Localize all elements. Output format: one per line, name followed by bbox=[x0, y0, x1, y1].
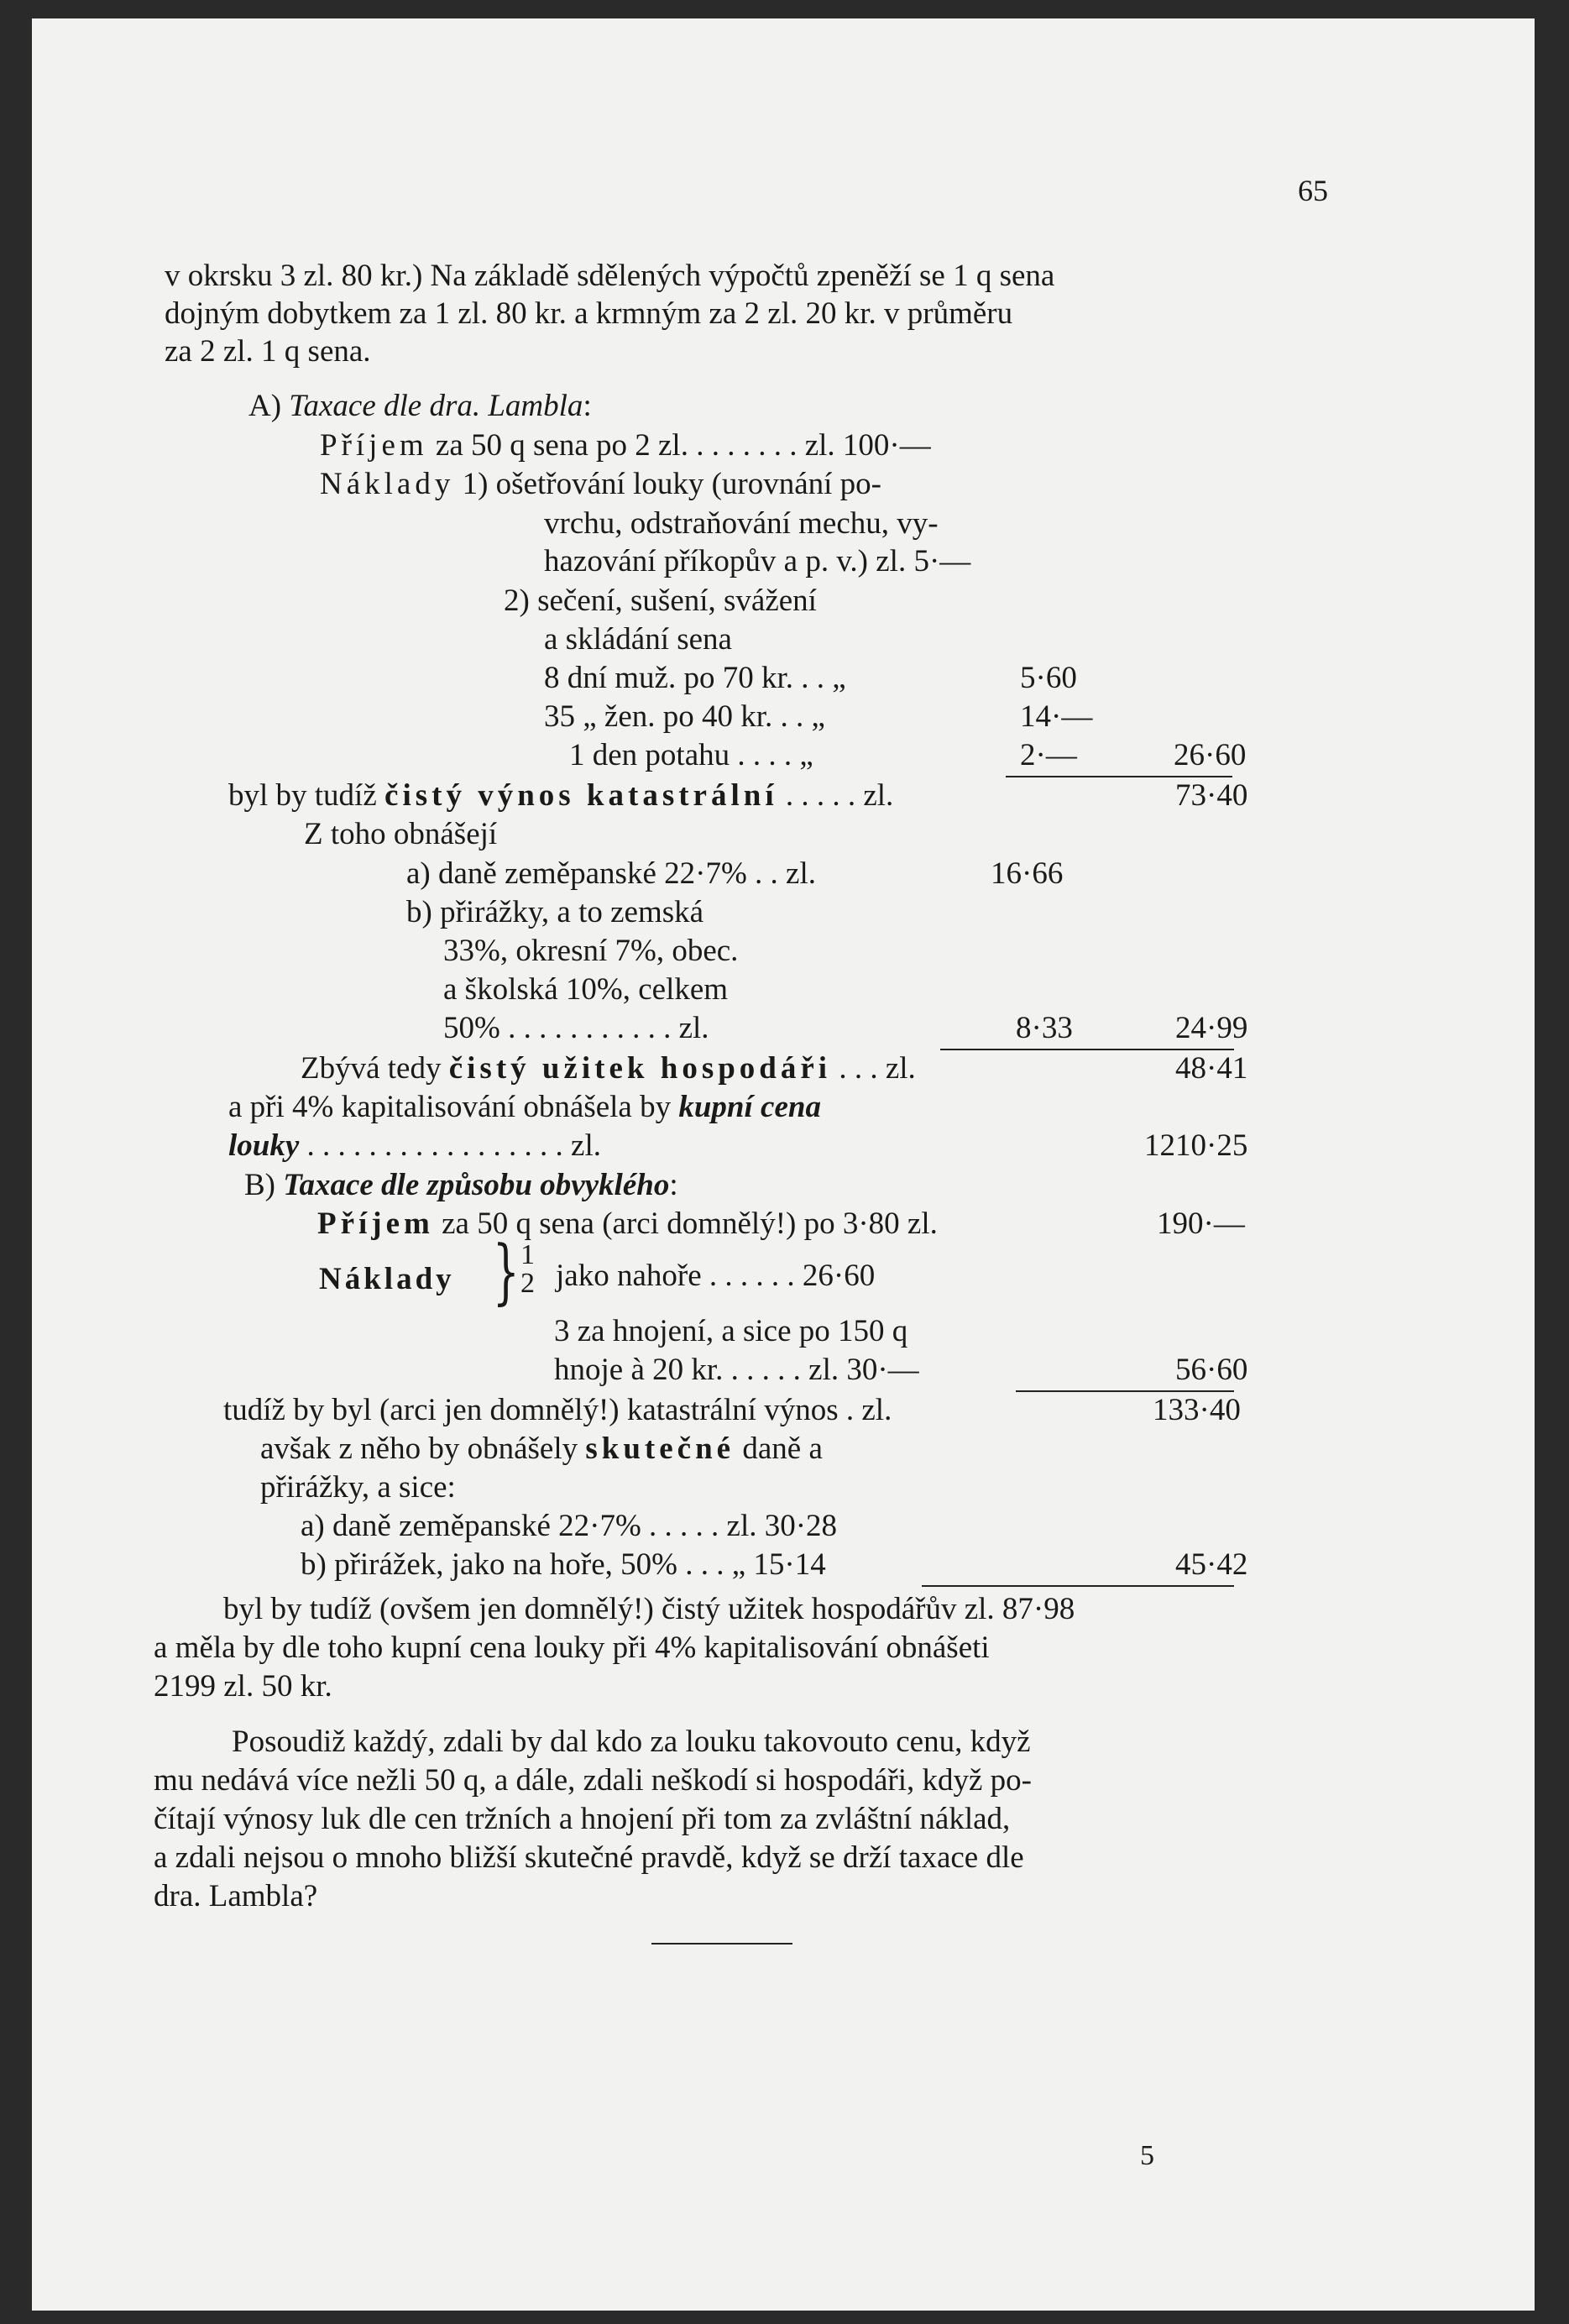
amount: 5·60 bbox=[1020, 661, 1077, 695]
text-line: 33%, okresní 7%, obec. bbox=[443, 934, 739, 968]
text-line: vrchu, odstraňování mechu, vy- bbox=[544, 506, 939, 541]
text-line: za 2 zl. 1 q sena. bbox=[165, 334, 371, 369]
text-line: 1 den potahu . . . . „ bbox=[569, 738, 813, 772]
text-line: 35 „ žen. po 40 kr. . . „ bbox=[544, 699, 825, 734]
text-line: hazování příkopův a p. v.) zl. 5·— bbox=[544, 544, 971, 578]
avsak-line: avšak z něho by obnášely skutečné daně a bbox=[260, 1432, 823, 1466]
amount: 2·— bbox=[1020, 738, 1077, 772]
text-line: a) daně zeměpanské 22·7% . . zl. bbox=[406, 856, 816, 891]
section-b-heading: B) Taxace dle způsobu obvyklého: bbox=[244, 1168, 678, 1202]
page-number: 65 bbox=[1298, 174, 1328, 207]
text-line: 50% . . . . . . . . . . . zl. bbox=[443, 1011, 709, 1045]
text-line: a skládání sena bbox=[544, 622, 732, 657]
text-line: v okrsku 3 zl. 80 kr.) Na základě sdělených výpočtů zpeněží se 1 q sena bbox=[165, 259, 1055, 293]
total-amount: 45·42 bbox=[1175, 1547, 1248, 1582]
total-amount: 24·99 bbox=[1175, 1011, 1248, 1045]
text-line: a školská 10%, celkem bbox=[443, 972, 729, 1007]
text-line: dra. Lambla? bbox=[154, 1879, 318, 1913]
amount: 16·66 bbox=[991, 856, 1064, 891]
text-line: Z toho obnášejí bbox=[304, 817, 498, 851]
naklady-line: Náklady 1) ošetřování louky (urovnání po- bbox=[320, 467, 882, 501]
amount: 14·— bbox=[1020, 699, 1093, 734]
total-amount: 56·60 bbox=[1175, 1353, 1248, 1387]
b-naklady-label: Náklady bbox=[319, 1262, 455, 1296]
text-line: dojným dobytkem za 1 zl. 80 kr. a krmným za 2 zl. 20 kr. v průměru bbox=[165, 296, 1013, 331]
text-line: 2199 zl. 50 kr. bbox=[154, 1669, 332, 1704]
amount: 1210·25 bbox=[1144, 1128, 1248, 1163]
text-line: 8 dní muž. po 70 kr. . . „ bbox=[544, 661, 846, 695]
text-line: 2) sečení, sušení, svážení bbox=[504, 584, 817, 618]
text-line: Posoudiž každý, zdali by dal kdo za louku takovouto cenu, když bbox=[232, 1725, 1031, 1759]
amount: 8·33 bbox=[1016, 1011, 1073, 1045]
text-line: b) přirážky, a to zemská bbox=[406, 895, 704, 929]
amount: 48·41 bbox=[1175, 1051, 1248, 1086]
signature-mark: 5 bbox=[1140, 2140, 1154, 2171]
text-line: tudíž by byl (arci jen domnělý!) katastrální výnos . zl. bbox=[223, 1393, 892, 1427]
b-prijem-line: Příjem za 50 q sena (arci domnělý!) po 3·80 zl. bbox=[317, 1206, 938, 1241]
text-line: jako nahoře . . . . . . 26·60 bbox=[556, 1259, 876, 1293]
text-line: čítají výnosy luk dle cen tržních a hnojení při tom za zvláštní náklad, bbox=[154, 1802, 1011, 1836]
total-amount: 26·60 bbox=[1174, 738, 1247, 772]
text-line: a) daně zeměpanské 22·7% . . . . . zl. 30·28 bbox=[301, 1509, 838, 1543]
prijem-line: Příjem za 50 q sena po 2 zl. . . . . . . . zl. 100·— bbox=[320, 428, 931, 463]
kupni-cena-line: louky . . . . . . . . . . . . . . . . . zl. bbox=[228, 1128, 601, 1163]
text-line: a zdali nejsou o mnoho bližší skutečné pravdě, když se drží taxace dle bbox=[154, 1840, 1024, 1875]
divider-rule bbox=[922, 1585, 1234, 1587]
kapitalisovani-line: a při 4% kapitalisování obnášela by kupní cena bbox=[228, 1090, 821, 1124]
amount: 73·40 bbox=[1175, 778, 1248, 813]
text-line: hnoje à 20 kr. . . . . . zl. 30·— bbox=[554, 1353, 919, 1387]
book-page bbox=[32, 18, 1535, 2311]
text-line: a měla by dle toho kupní cena louky při 4% kapitalisování obnášeti bbox=[154, 1630, 990, 1665]
text-line: b) přirážek, jako na hoře, 50% . . . „ 15·14 bbox=[301, 1547, 826, 1582]
text-line: 3 za hnojení, a sice po 150 q bbox=[554, 1314, 908, 1348]
text-line: byl by tudíž (ovšem jen domnělý!) čistý užitek hospodářův zl. 87·98 bbox=[223, 1592, 1075, 1626]
section-a-heading: A) Taxace dle dra. Lambla: bbox=[248, 389, 592, 423]
text-line: mu nedává více nežli 50 q, a dále, zdali neškodí si hospodáři, když po- bbox=[154, 1763, 1032, 1798]
brace-symbol: } bbox=[492, 1230, 520, 1312]
text-line: přirážky, a sice: bbox=[260, 1470, 456, 1505]
amount: 133·40 bbox=[1153, 1393, 1241, 1427]
fraction: 1 2 bbox=[520, 1239, 535, 1299]
end-divider bbox=[651, 1943, 792, 1945]
zbyva-line: Zbývá tedy čistý užitek hospodáři . . . zl. bbox=[301, 1051, 916, 1086]
amount: 190·— bbox=[1157, 1206, 1245, 1241]
cisty-vynos-line: byl by tudíž čistý výnos katastrální . . . . . zl. bbox=[228, 778, 894, 813]
